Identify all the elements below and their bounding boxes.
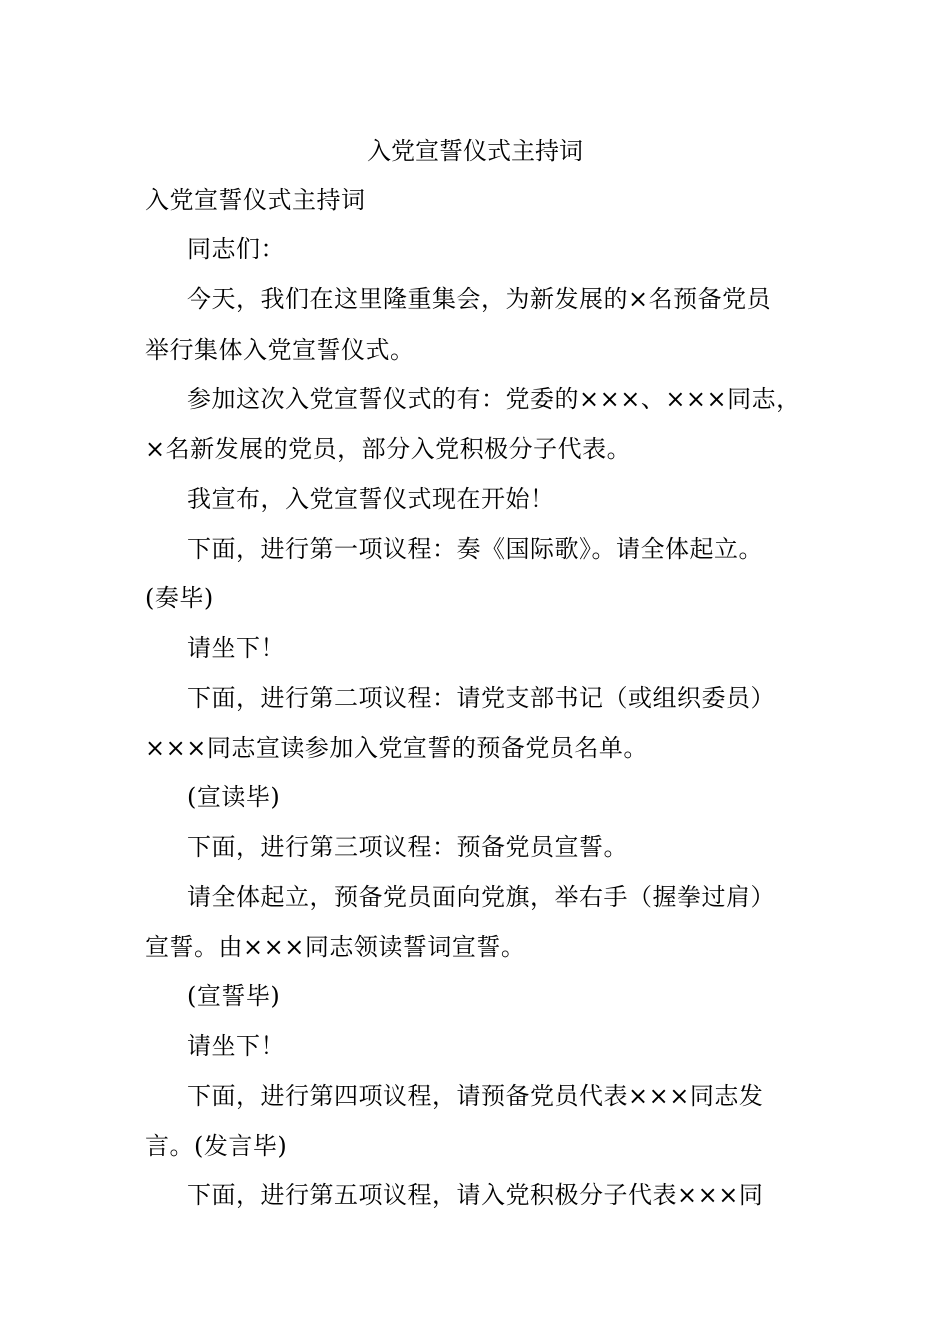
text-line: 我宣布，入党宣誓仪式现在开始！ xyxy=(187,485,555,513)
text-line: 下面，进行第三项议程：预备党员宣誓。 xyxy=(187,833,628,861)
text-line: (宣誓毕) xyxy=(187,982,281,1010)
text-line: 举行集体入党宣誓仪式。 xyxy=(145,336,415,364)
text-line: ×名新发展的党员，部分入党积极分子代表。 xyxy=(145,435,632,463)
text-line: 请全体起立，预备党员面向党旗，举右手（握拳过肩） xyxy=(187,883,775,911)
text-line: 同志们： xyxy=(187,235,285,263)
text-line: 请坐下！ xyxy=(187,634,285,662)
document-title: 入党宣誓仪式主持词 xyxy=(367,137,583,165)
text-line: 下面，进行第二项议程：请党支部书记（或组织委员） xyxy=(187,684,775,712)
text-line: 下面，进行第五项议程，请入党积极分子代表×××同 xyxy=(187,1181,764,1209)
text-line: ×××同志宣读参加入党宣誓的预备党员名单。 xyxy=(145,734,648,762)
text-line: 言。(发言毕) xyxy=(145,1132,288,1160)
text-line: 宣誓。由×××同志领读誓词宣誓。 xyxy=(145,933,526,961)
text-line: 参加这次入党宣誓仪式的有：党委的×××、×××同志， xyxy=(187,385,801,413)
text-line: 下面，进行第四项议程，请预备党员代表×××同志发 xyxy=(187,1082,764,1110)
text-line: 请坐下！ xyxy=(187,1032,285,1060)
text-line: (宣读毕) xyxy=(187,783,281,811)
text-line: (奏毕) xyxy=(145,584,214,612)
text-line: 入党宣誓仪式主持词 xyxy=(145,186,366,214)
text-line: 今天，我们在这里隆重集会，为新发展的×名预备党员 xyxy=(187,285,772,313)
text-line: 下面，进行第一项议程：奏《国际歌》。请全体起立。 xyxy=(187,535,763,563)
